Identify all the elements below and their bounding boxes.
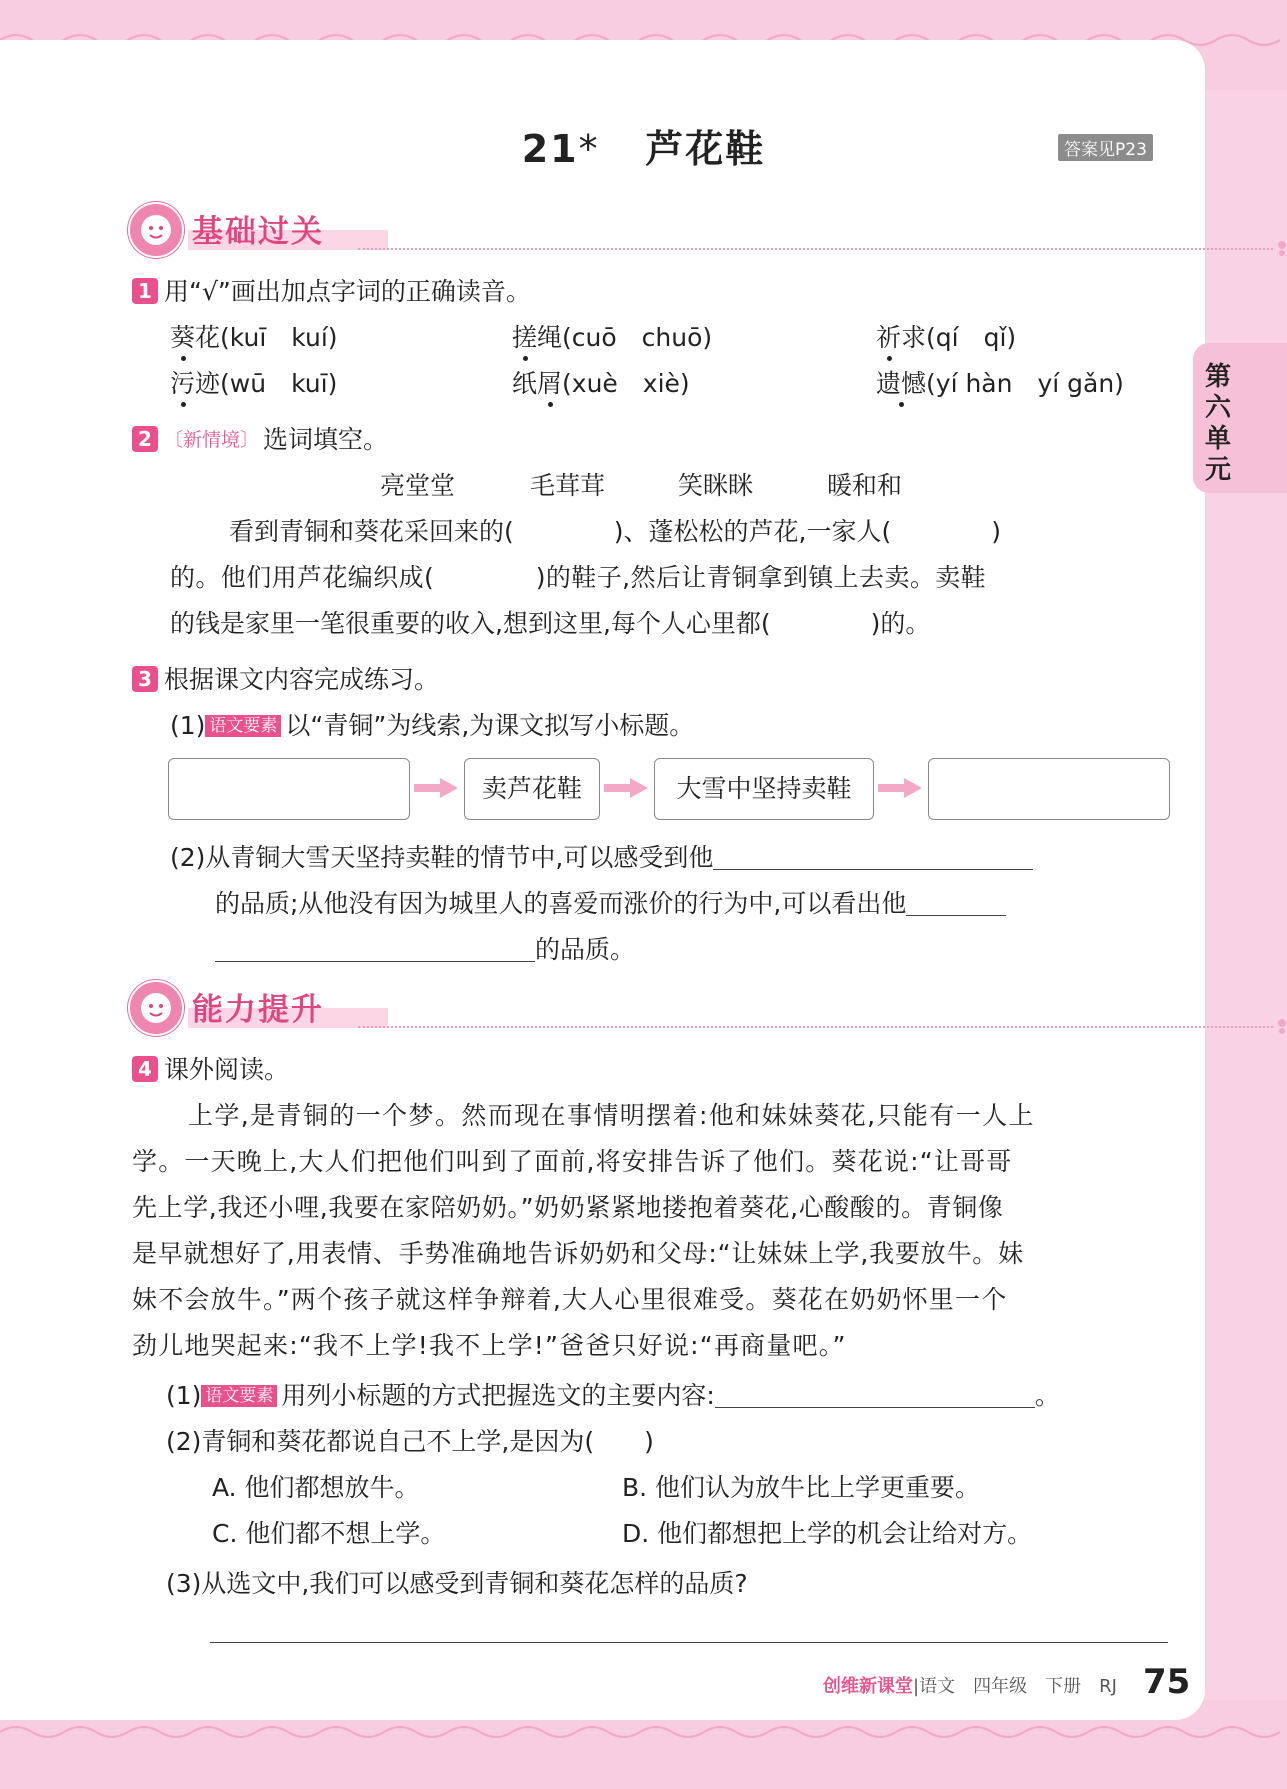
q4-subquestion-1: [166, 1376, 1060, 1412]
sub-number: (1): [166, 1381, 202, 1410]
sub-text: 的品质;从他没有因为城里人的喜爱而涨价的行为中,可以看出他: [215, 889, 907, 918]
arrow-right-icon: [604, 778, 648, 798]
heading-box: 大雪中坚持卖鞋: [654, 758, 874, 820]
section-title: 能力提升: [192, 992, 324, 1028]
answer-blank[interactable]: [215, 961, 535, 962]
question-2-prompt: [132, 420, 388, 456]
dotted-char: 屑: [537, 369, 563, 398]
pinyin-item: [876, 318, 1016, 354]
footer-info: [823, 1672, 1117, 1698]
answer-blank[interactable]: [713, 869, 1033, 870]
question-1-prompt: [132, 272, 531, 308]
pinyin-options[interactable]: (wū kuī): [220, 369, 338, 398]
pinyin-item: [170, 364, 337, 400]
question-number: 3: [132, 666, 158, 692]
arrow-right-icon: [878, 778, 922, 798]
decor-dots-icon: [1276, 240, 1287, 256]
word-rest: 求: [901, 323, 927, 352]
cartoon-badge-icon: [128, 202, 184, 258]
pinyin-options[interactable]: (qí qǐ): [926, 323, 1017, 352]
subquestion-1: [170, 706, 694, 742]
sub-number: (1): [170, 711, 206, 740]
word-rest: 迹: [195, 369, 221, 398]
pinyin-options[interactable]: (xuè xiè): [562, 369, 690, 398]
subquestion-2-line: [215, 930, 635, 966]
choice-a[interactable]: A. 他们都想放牛。: [212, 1473, 420, 1502]
sub-text: 以“青铜”为线索,为课文拟写小标题。: [285, 711, 695, 740]
dotted-char: 祈: [876, 323, 902, 352]
page-number: 75: [1143, 1662, 1191, 1702]
unit-label: 第六单元: [1204, 362, 1231, 485]
section-divider: [358, 1026, 1273, 1028]
reading-line: 上学,是青铜的一个梦。然而现在事情明摆着:他和妹妹葵花,只能有一人上: [188, 1101, 1035, 1130]
passage-line: 的。他们用芦花编织成( )的鞋子,然后让青铜拿到镇上去卖。卖鞋: [170, 563, 987, 592]
word-rest: 绳: [537, 323, 563, 352]
question-4-prompt: [132, 1050, 289, 1086]
question-number: 2: [132, 426, 158, 452]
chinese-element-tag: 语文要素: [205, 715, 281, 737]
word-option: 亮堂堂: [380, 471, 456, 500]
heading-box-empty[interactable]: [168, 758, 410, 820]
cartoon-badge-icon: [128, 980, 184, 1036]
heading-box-empty[interactable]: [928, 758, 1170, 820]
question-text: 根据课文内容完成练习。: [164, 665, 440, 694]
subquestion-2-line: [215, 884, 1006, 920]
word-option: 毛茸茸: [530, 471, 606, 500]
chinese-element-tag: 语文要素: [201, 1385, 277, 1407]
sub-text: (2)从青铜大雪天坚持卖鞋的情节中,可以感受到他: [170, 843, 714, 872]
answer-blank[interactable]: [715, 1407, 1035, 1408]
section-header-advanced: [128, 980, 1188, 1036]
dotted-char: 污: [170, 369, 196, 398]
question-text: 课外阅读。: [164, 1055, 290, 1084]
reading-line: 先上学,我还小哩,我要在家陪奶奶。”奶奶紧紧地搂抱着葵花,心酸酸的。青铜像: [132, 1193, 1004, 1222]
lesson-star: *: [578, 127, 600, 171]
answer-reference: 答案见P23: [1058, 134, 1153, 161]
passage-line: 的钱是家里一笔很重要的收入,想到这里,每个人心里都( )的。: [170, 609, 931, 638]
decor-dots-icon: [1276, 1018, 1287, 1034]
lesson-number: 21: [521, 127, 579, 171]
sub-end: 。: [1034, 1381, 1060, 1410]
choice-c[interactable]: C. 他们都不想上学。: [212, 1519, 446, 1548]
reading-line: 妹不会放牛。”两个孩子就这样争辩着,大人心里很难受。葵花在奶奶怀里一个: [132, 1285, 1008, 1314]
q4-subquestion-2: (2)青铜和葵花都说自己不上学,是因为( ): [166, 1427, 654, 1456]
question-number: 1: [132, 278, 158, 304]
pinyin-options[interactable]: (kuī kuí): [220, 323, 338, 352]
reading-line: 是早就想好了,用表情、手势准确地告诉奶奶和父母:“让妹妹上学,我要放牛。妹: [132, 1239, 1024, 1268]
word-rest: 花: [195, 323, 221, 352]
question-3-prompt: [132, 660, 439, 696]
wavy-border-bottom: [0, 1722, 1287, 1742]
lesson-name: 芦花鞋: [645, 127, 766, 171]
pinyin-options[interactable]: (yí hàn yí gǎn): [926, 369, 1124, 398]
pinyin-item: [512, 364, 690, 400]
choice-b[interactable]: B. 他们认为放牛比上学更重要。: [622, 1473, 981, 1502]
pinyin-item: [170, 318, 338, 354]
sub-text: 的品质。: [535, 935, 636, 964]
passage-line: 看到青铜和葵花采回来的( )、蓬松松的芦花,一家人( ): [229, 517, 1001, 546]
word-option: 暖和和: [827, 471, 903, 500]
section-title: 基础过关: [192, 214, 324, 250]
word-option: 笑眯眯: [678, 471, 754, 500]
subquestion-2-line: [170, 838, 1033, 874]
arrow-right-icon: [414, 778, 458, 798]
pinyin-item: [512, 318, 712, 354]
section-header-basic: [128, 202, 1188, 258]
word-rest: 纸: [512, 369, 538, 398]
book-info: |语文 四年级 下册 RJ: [913, 1676, 1117, 1697]
new-context-tag: 〔新情境〕: [164, 429, 260, 451]
question-text: 选词填空。: [263, 425, 389, 454]
heading-box: 卖芦花鞋: [464, 758, 600, 820]
dotted-char: 葵: [170, 323, 196, 352]
pinyin-options[interactable]: (cuō chuō): [562, 323, 713, 352]
dotted-char: 遗憾: [876, 369, 927, 398]
question-number: 4: [132, 1056, 158, 1082]
choice-d[interactable]: D. 他们都想把上学的机会让给对方。: [622, 1519, 1033, 1548]
reading-line: 劲儿地哭起来:“我不上学!我不上学!”爸爸只好说:“再商量吧。”: [132, 1331, 847, 1360]
dotted-char: 搓: [512, 323, 538, 352]
brand-name: 创维新课堂: [823, 1676, 913, 1697]
section-divider: [358, 248, 1273, 250]
question-text: 用“√”画出加点字词的正确读音。: [164, 277, 531, 306]
pinyin-item: [876, 364, 1124, 400]
reading-line: 学。一天晚上,大人们把他们叫到了面前,将安排告诉了他们。葵花说:“让哥哥: [132, 1147, 1013, 1176]
sub-text: 用列小标题的方式把握选文的主要内容:: [281, 1381, 715, 1410]
answer-blank[interactable]: [906, 915, 1006, 916]
q4-subquestion-3: (3)从选文中,我们可以感受到青铜和葵花怎样的品质?: [166, 1569, 748, 1598]
answer-line[interactable]: [210, 1642, 1168, 1643]
